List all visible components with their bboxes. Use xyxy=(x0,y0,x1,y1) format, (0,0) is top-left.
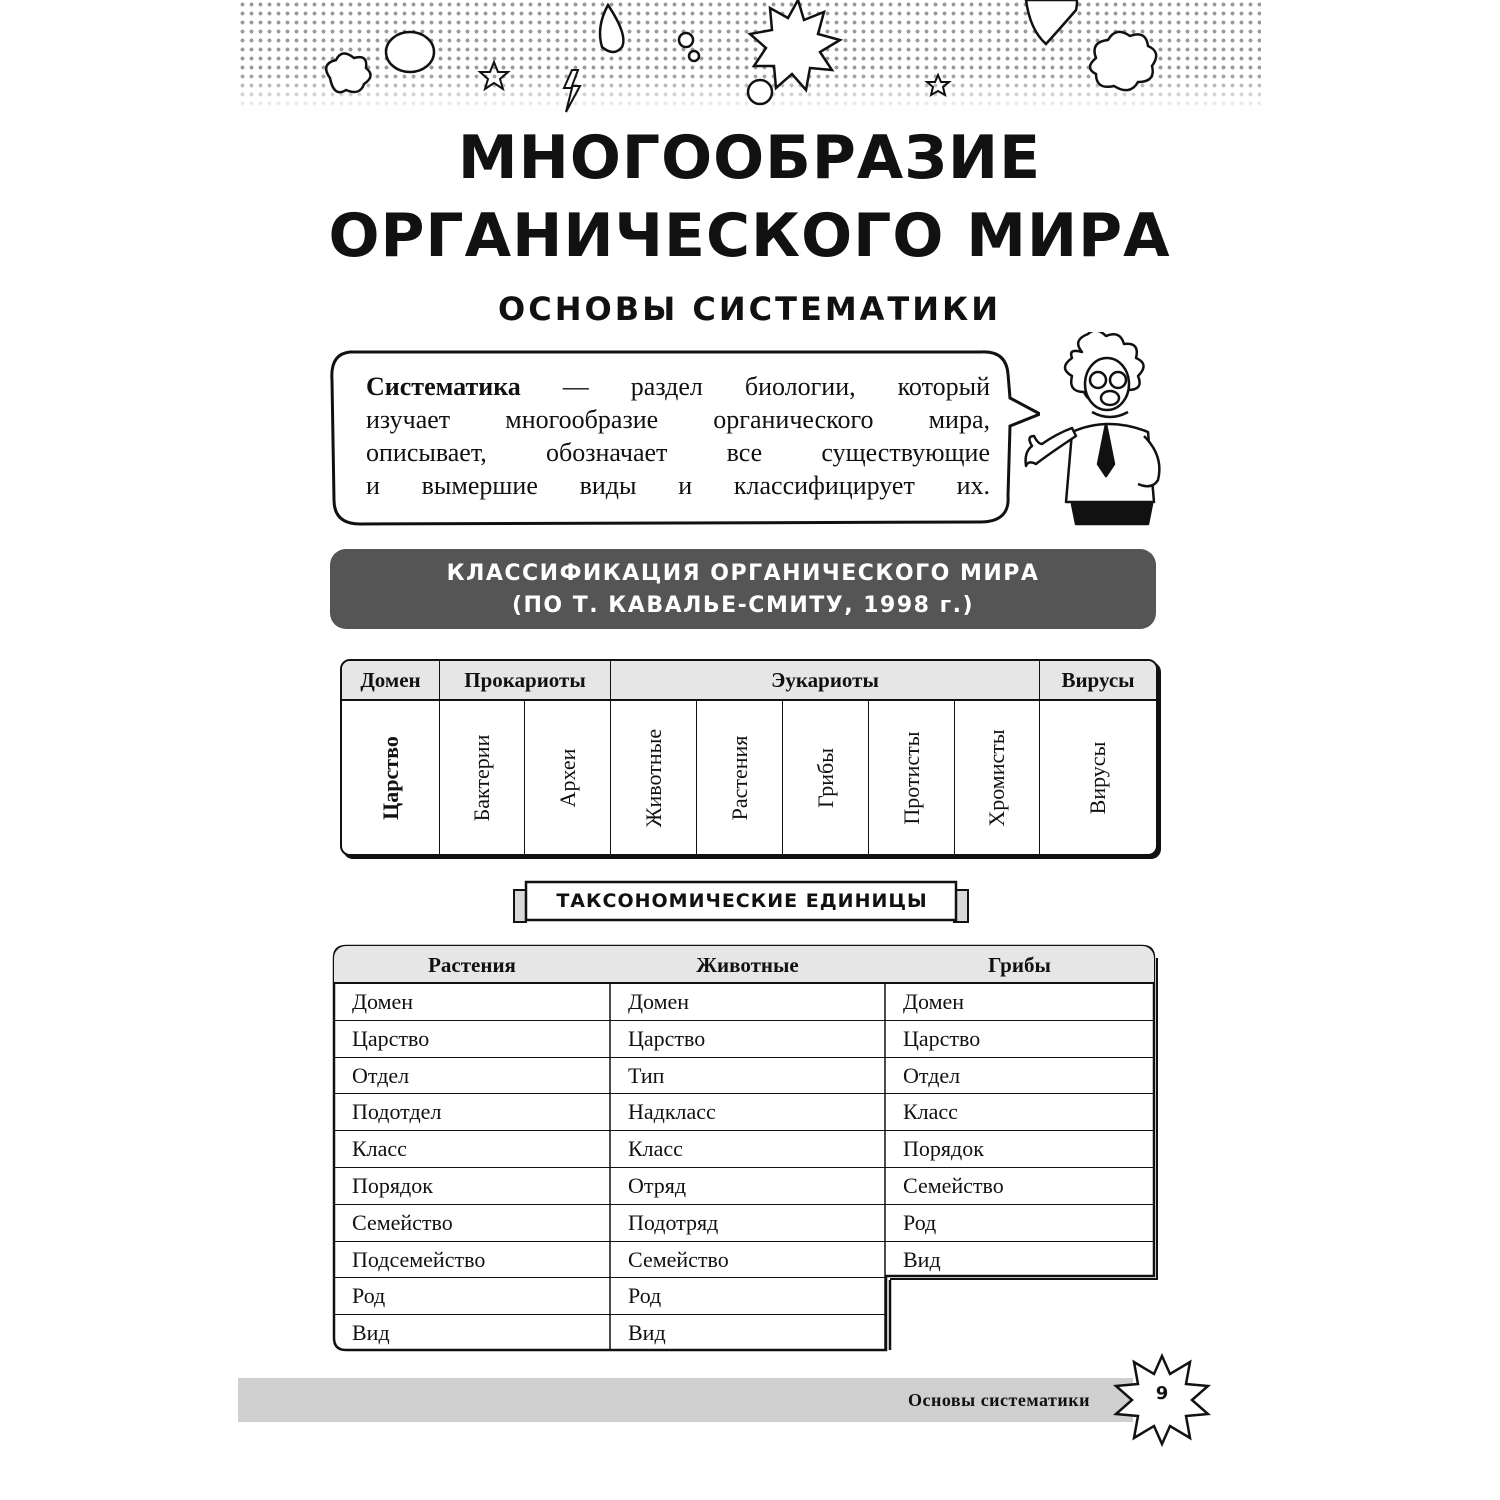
taxonomy-cell: Семейство xyxy=(334,1205,610,1242)
taxonomy-cell: Домен xyxy=(610,984,885,1021)
classification-table xyxy=(340,659,1158,856)
taxonomy-cell: Вид xyxy=(628,1320,666,1346)
taxonomy-cell: Род xyxy=(610,1278,885,1315)
kingdom-cell: Растения xyxy=(697,701,783,854)
domain-eukaryotes: Эукариоты xyxy=(611,661,1040,699)
page-title-line1: МНОГООБРАЗИЕ xyxy=(457,123,1042,193)
kingdom-cell: Протисты xyxy=(869,701,955,854)
kingdom-cell: Археи xyxy=(525,701,611,854)
classification-header-row xyxy=(342,661,1156,701)
taxonomy-cell: Класс xyxy=(885,1094,1154,1131)
taxonomy-column-header: Грибы xyxy=(885,946,1154,984)
taxonomy-cell: Отряд xyxy=(610,1168,885,1205)
taxonomy-cell: Семейство xyxy=(610,1242,885,1279)
taxonomy-cell: Класс xyxy=(610,1131,885,1168)
kingdom-cell: Вирусы xyxy=(1085,741,1110,814)
taxonomy-cell: Царство xyxy=(610,1021,885,1058)
kingdom-cell: Животные xyxy=(611,701,697,854)
taxonomy-cell: Отдел xyxy=(334,1058,610,1095)
taxonomy-cell: Царство xyxy=(334,1021,610,1058)
taxonomy-cell: Вид xyxy=(352,1320,390,1346)
page-number: 9 xyxy=(1155,1383,1169,1404)
taxonomy-cell: Отдел xyxy=(885,1058,1154,1095)
taxonomy-column-header: Растения xyxy=(334,946,610,984)
taxonomy-cell: Надкласс xyxy=(610,1094,885,1131)
taxonomy-cell: Подотряд xyxy=(610,1205,885,1242)
taxonomy-cell: Царство xyxy=(885,1021,1154,1058)
taxonomy-cell: Род xyxy=(334,1278,610,1315)
scientist-cartoon-icon xyxy=(1012,332,1187,527)
kingdom-cell: Хромисты xyxy=(955,701,1040,854)
definition-text: Систематика — раздел биологии, который изучает многообразие органического мира, описывает, обозначает все существующие и вымершие виды и классифицирует их. xyxy=(366,372,990,500)
taxonomy-cell: Домен xyxy=(885,984,1154,1021)
comic-doodles-decoration xyxy=(238,0,1261,120)
taxonomy-cell: Домен xyxy=(334,984,610,1021)
taxonomy-cell: Подотдел xyxy=(334,1094,610,1131)
taxonomic-units-label: ТАКСОНОМИЧЕСКИЕ ЕДИНИЦЫ xyxy=(556,890,928,912)
taxonomy-cell: Класс xyxy=(334,1131,610,1168)
taxonomy-cell: Тип xyxy=(610,1058,885,1095)
section-subtitle: ОСНОВЫ СИСТЕМАТИКИ xyxy=(498,290,1001,328)
definition-term: Систематика xyxy=(366,372,521,401)
classification-banner: КЛАССИФИКАЦИЯ ОРГАНИЧЕСКОГО МИРА (ПО Т. КАВАЛЬЕ-СМИТУ, 1998 г.) xyxy=(330,549,1156,629)
kingdom-label-cell: Царство xyxy=(342,701,440,854)
taxonomy-cell: Подсемейство xyxy=(334,1242,610,1279)
taxonomy-cell: Вид xyxy=(903,1246,941,1272)
taxonomy-column-header: Животные xyxy=(610,946,885,984)
domain-prokaryotes: Прокариоты xyxy=(440,661,611,699)
domain-viruses: Вирусы xyxy=(1061,668,1135,692)
taxonomy-column xyxy=(885,946,1154,1278)
kingdom-cell: Грибы xyxy=(783,701,869,854)
domain-label-cell: Домен xyxy=(342,661,440,699)
page-title-line2: ОРГАНИЧЕСКОГО МИРА xyxy=(328,201,1171,271)
taxonomy-cell: Порядок xyxy=(334,1168,610,1205)
footer-section-title: Основы систематики xyxy=(908,1390,1090,1410)
taxonomy-cell: Семейство xyxy=(885,1168,1154,1205)
kingdom-cell: Бактерии xyxy=(440,701,525,854)
taxonomy-column xyxy=(610,946,885,1352)
taxonomy-column xyxy=(334,946,610,1352)
taxonomy-cell: Порядок xyxy=(885,1131,1154,1168)
taxonomy-cell: Род xyxy=(885,1205,1154,1242)
